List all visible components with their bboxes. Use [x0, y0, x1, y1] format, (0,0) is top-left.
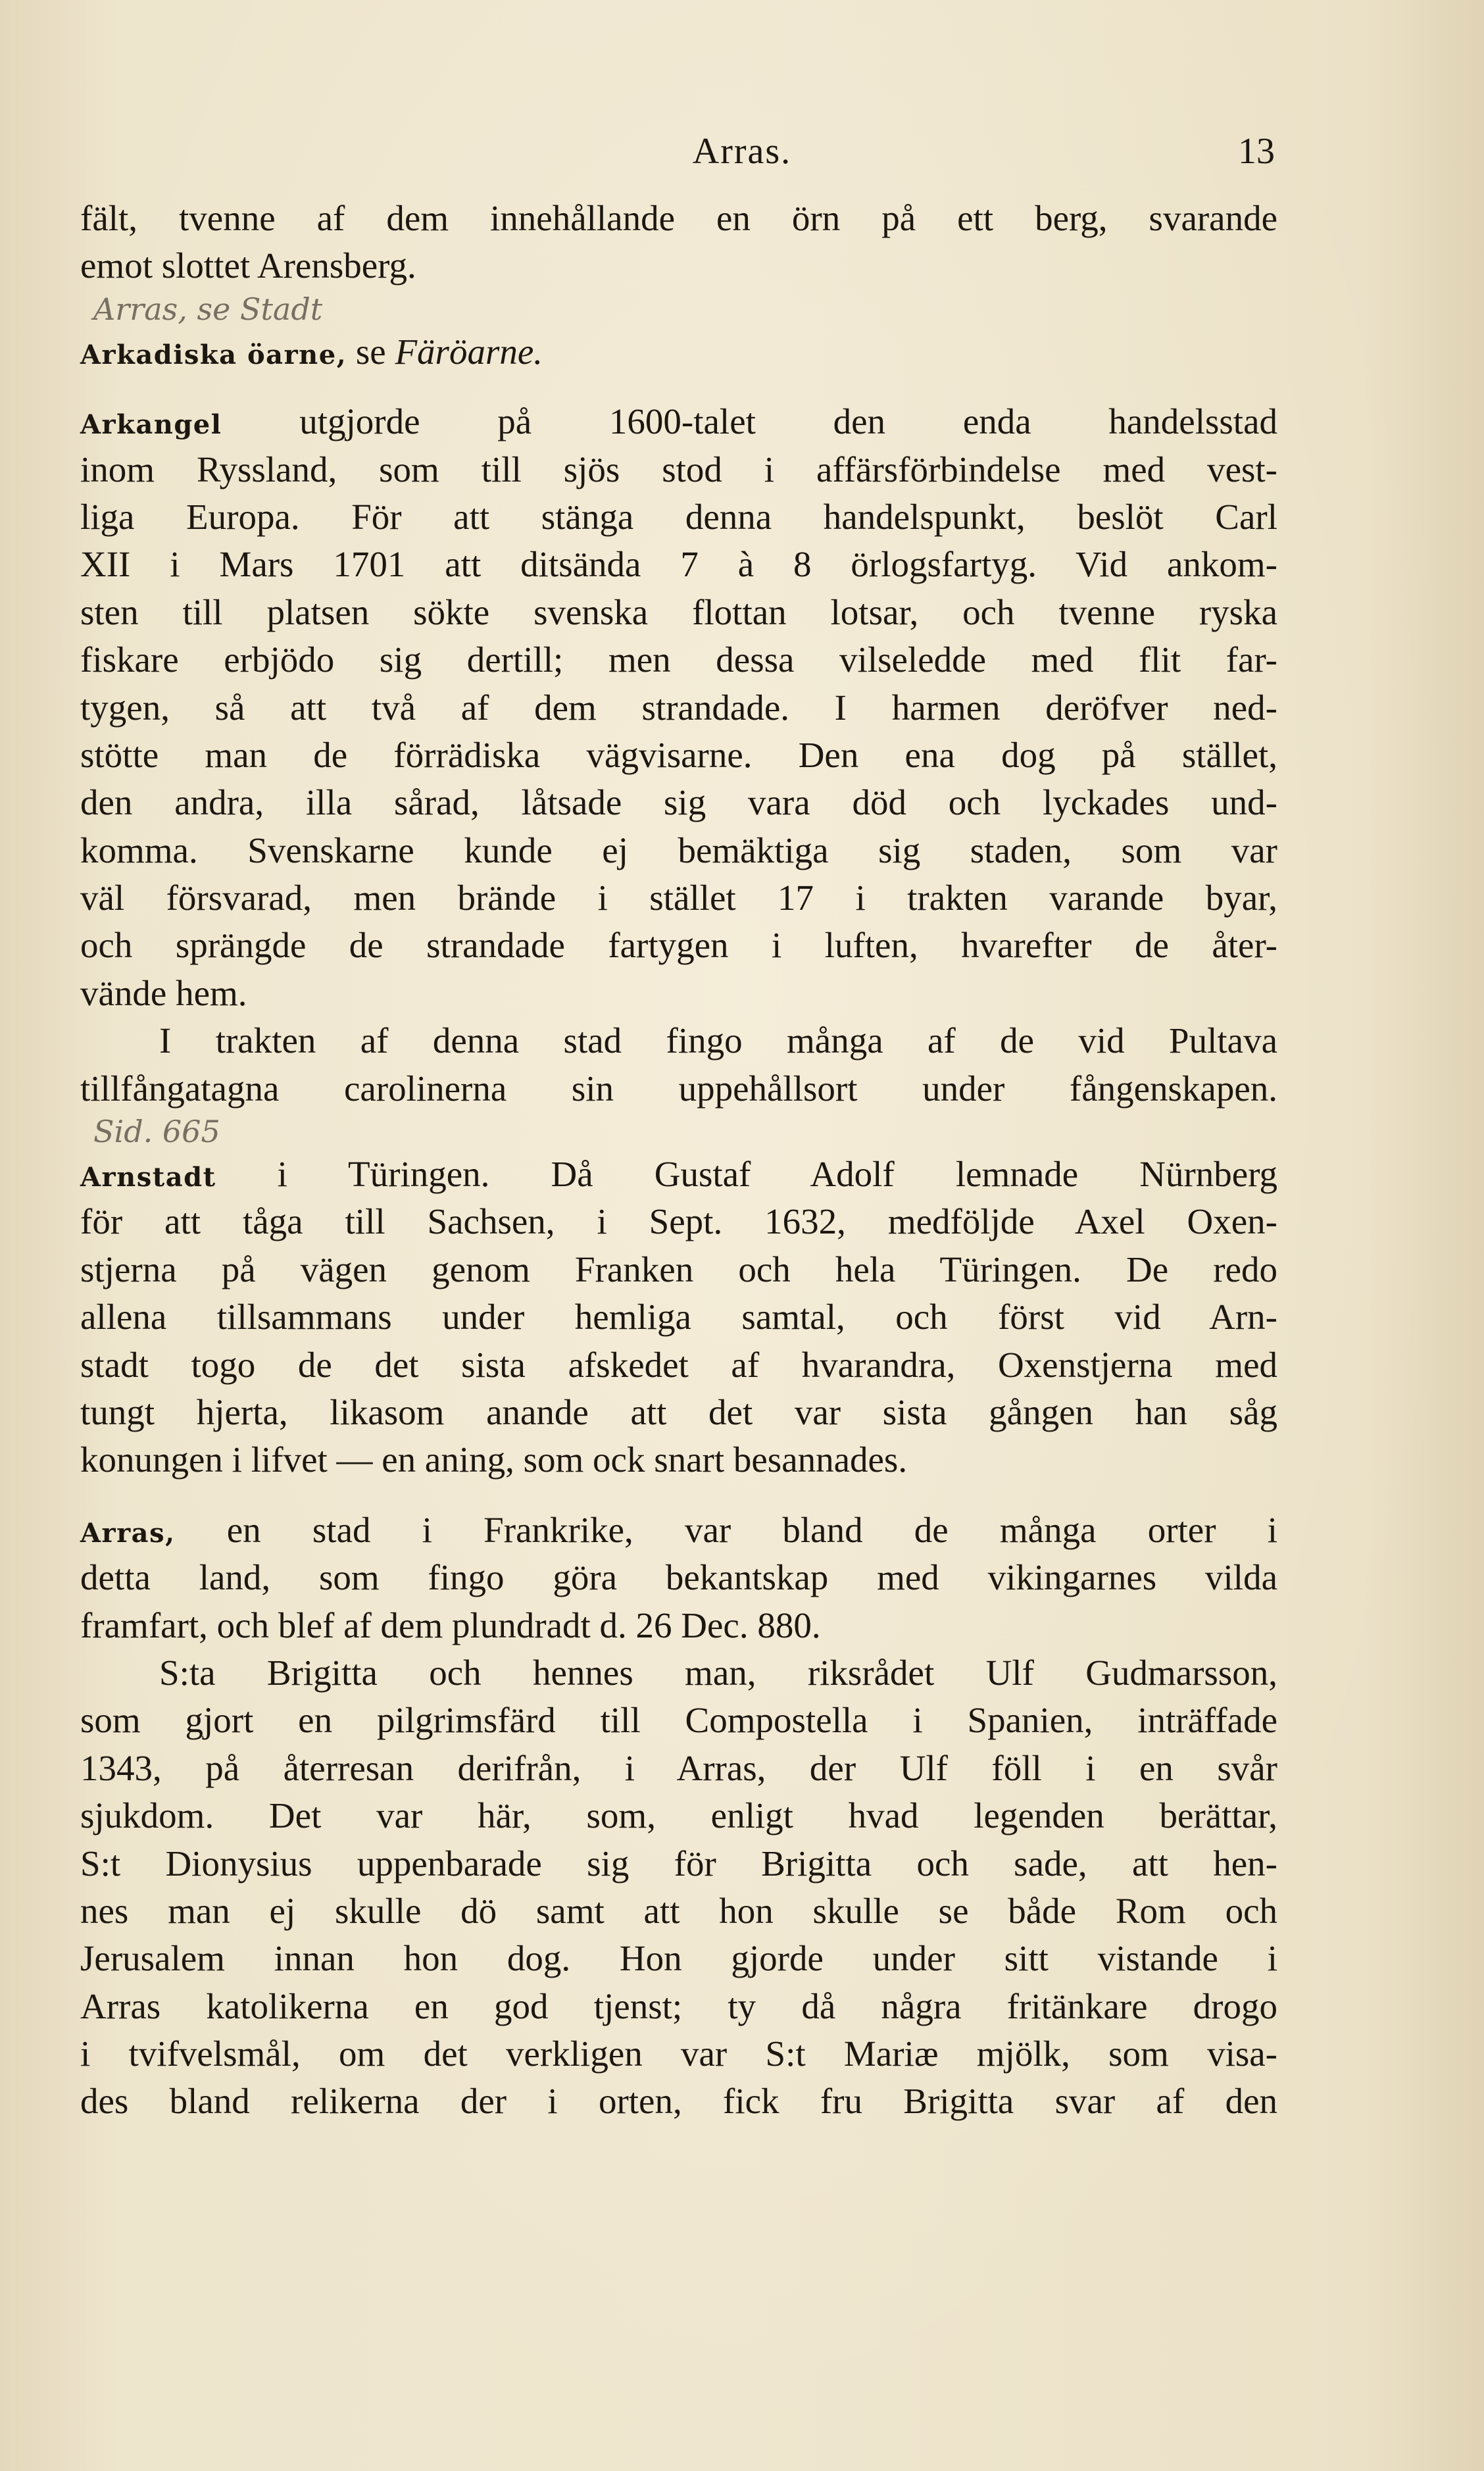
- entry-arkadiska: [80, 328, 1277, 376]
- text-line: Arras katolikerna en god tjenst; ty då några fritänkare drogo: [80, 1985, 1277, 2026]
- text-run: utgjorde på 1600-talet den enda handelsstad: [299, 401, 1277, 442]
- page-number: 13: [1238, 131, 1275, 172]
- entry-arnstadt: [80, 1151, 1277, 1198]
- text-line: komma. Svenskarne kunde ej bemäktiga sig staden, som var: [80, 830, 1277, 870]
- pencil-annotation: Arras, se Stadt: [93, 291, 323, 327]
- running-title: Arras.: [692, 131, 792, 172]
- text-line: fiskare erbjödo sig dertill; men dessa vilseledde med flit far-: [80, 639, 1277, 680]
- text-line: S:t Dionysius uppenbarade sig för Brigitta och sade, att hen-: [80, 1843, 1277, 1884]
- pencil-annotation: Sid. 665: [93, 1114, 220, 1150]
- text-line: tillfångatagna carolinerna sin uppehållsort under fångenskapen.: [80, 1068, 1277, 1109]
- text-line: 1343, på återresan derifrån, i Arras, der Ulf föll i en svår: [80, 1747, 1277, 1788]
- text-line: inom Ryssland, som till sjös stod i affärsförbindelse med vest-: [80, 449, 1277, 489]
- text-line: XII i Mars 1701 att ditsända 7 à 8 örlogsfartyg. Vid ankom-: [80, 544, 1277, 585]
- entry-headword: Arras,: [80, 1517, 176, 1549]
- entry-headword: Arnstadt: [80, 1162, 216, 1193]
- see-reference: se: [355, 331, 386, 372]
- text-line: väl försvarad, men brände i stället 17 i trakten varande byar,: [80, 878, 1277, 918]
- entry-headword: Arkangel: [80, 409, 222, 441]
- text-line: liga Europa. För att stänga denna handelspunkt, beslöt Carl: [80, 496, 1277, 537]
- entry-arkangel: [80, 398, 1277, 445]
- text-line: i tvifvelsmål, om det verkligen var S:t Mariæ mjölk, som visa-: [80, 2034, 1277, 2074]
- cross-reference: Färöarne.: [395, 331, 543, 372]
- text-line: allena tillsammans under hemliga samtal, och först vid Arn-: [80, 1297, 1277, 1337]
- text-line: detta land, som fingo göra bekantskap med vikingarnes vilda: [80, 1557, 1277, 1598]
- text-line: och sprängde de strandade fartygen i luften, hvarefter de åter-: [80, 925, 1277, 966]
- text-line: tygen, så att två af dem strandade. I harmen deröfver ned-: [80, 687, 1277, 728]
- text-line: stötte man de förrädiska vägvisarne. Den ena dog på stället,: [80, 734, 1277, 775]
- text-line: som gjort en pilgrimsfärd till Compostella i Spanien, inträffade: [80, 1700, 1277, 1741]
- text-line: sten till platsen sökte svenska flottan lotsar, och tvenne ryska: [80, 591, 1277, 632]
- text-line: stadt togo de det sista afskedet af hvarandra, Oxenstjerna med: [80, 1344, 1277, 1385]
- entry-arras: [80, 1507, 1277, 1554]
- text-line: I trakten af denna stad fingo många af de vid Pultava: [159, 1020, 1277, 1061]
- entry-headword: Arkadiska öarne,: [80, 339, 347, 370]
- spacer: [80, 376, 1277, 398]
- text-line: Jerusalem innan hon dog. Hon gjorde under sitt vistande i: [80, 1938, 1277, 1979]
- text-line: fält, tvenne af dem innehållande en örn på ett berg, svarande: [80, 198, 1277, 238]
- text-line: konungen i lifvet — en aning, som ock snart besannades.: [80, 1439, 908, 1480]
- text-line: sjukdom. Det var här, som, enligt hvad legenden berättar,: [80, 1795, 1277, 1836]
- text-line: tungt hjerta, likasom anande att det var sista gången han såg: [80, 1391, 1277, 1432]
- text-line: den andra, illa sårad, låtsade sig vara död och lyckades und-: [80, 782, 1277, 823]
- text-line: vände hem.: [80, 972, 247, 1013]
- text-line: des bland relikerna der i orten, fick fru Brigitta svar af den: [80, 2081, 1277, 2122]
- text-line: S:ta Brigitta och hennes man, riksrådet Ulf Gudmarsson,: [159, 1652, 1277, 1693]
- spacer: [80, 1484, 1277, 1507]
- text-line: framfart, och blef af dem plundradt d. 26 Dec. 880.: [80, 1605, 821, 1645]
- text-run: i Türingen. Då Gustaf Adolf lemnade Nürnberg: [277, 1154, 1278, 1195]
- text-line: nes man ej skulle dö samt att hon skulle se både Rom och: [80, 1890, 1277, 1931]
- running-head: [0, 130, 1484, 176]
- text-line: stjerna på vägen genom Franken och hela Türingen. De redo: [80, 1249, 1277, 1289]
- text-run: en stad i Frankrike, var bland de många orter i: [226, 1509, 1278, 1550]
- text-block: [80, 195, 1277, 2126]
- text-line: emot slottet Arensberg.: [80, 245, 416, 286]
- text-line: för att tåga till Sachsen, i Sept. 1632, medföljde Axel Oxen-: [80, 1201, 1277, 1242]
